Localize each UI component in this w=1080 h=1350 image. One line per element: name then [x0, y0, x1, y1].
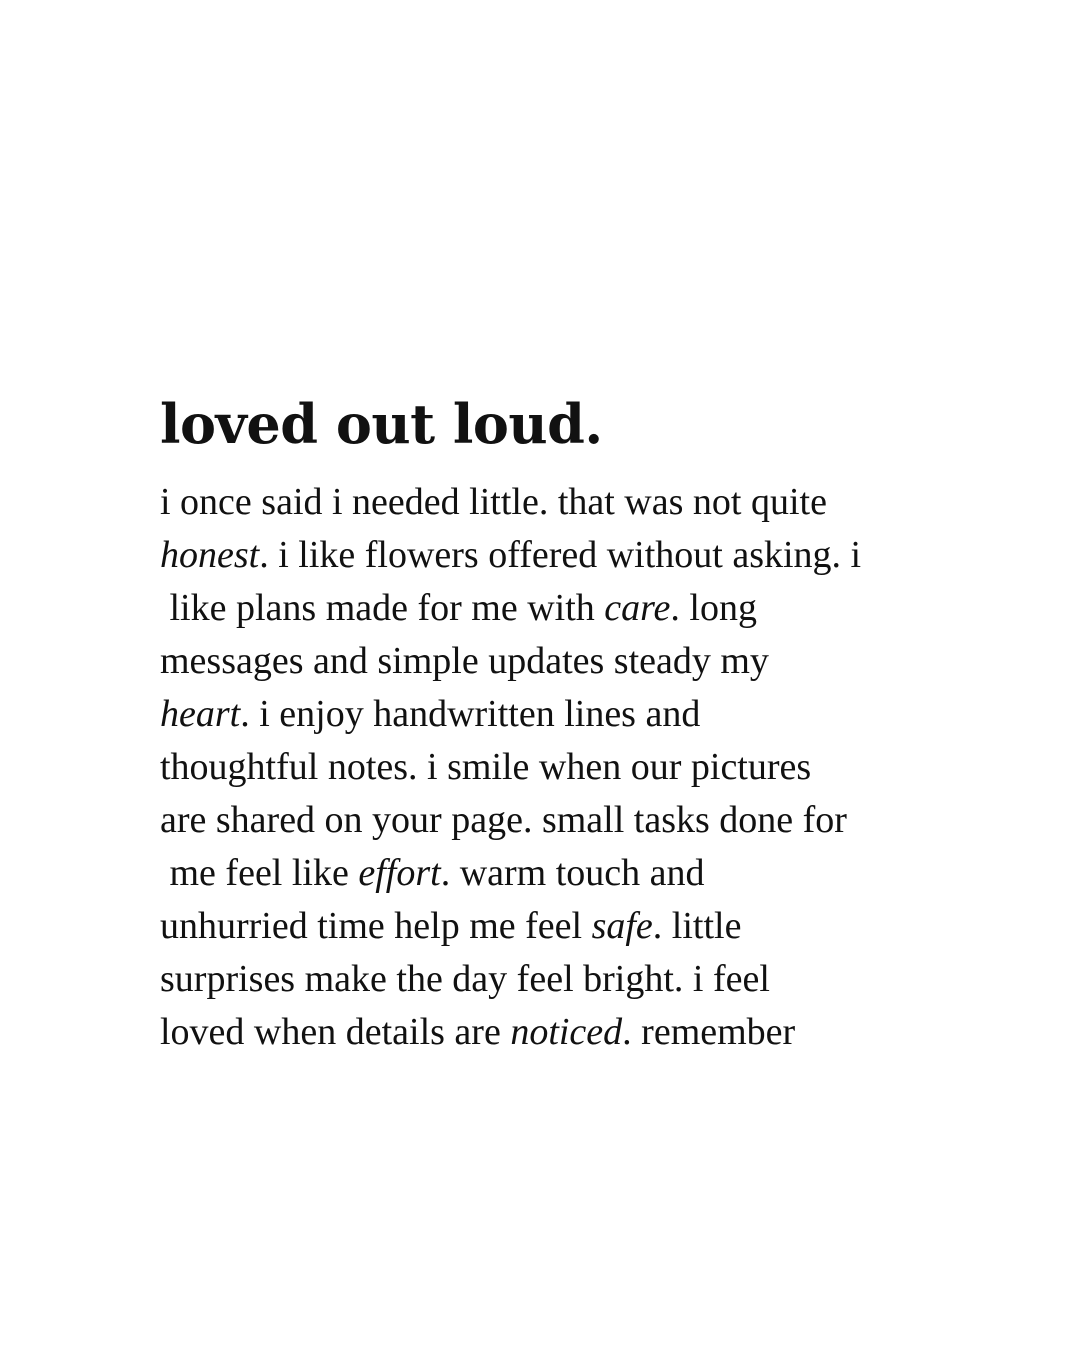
- text-segment: unhurried time help me feel: [160, 905, 592, 947]
- text-segment: i once said i needed little. that was not quite: [160, 481, 827, 523]
- text-segment: thoughtful notes. i smile when our pictures: [160, 746, 812, 788]
- text-segment: loved when details are: [160, 1011, 511, 1053]
- text-line: [160, 953, 980, 1006]
- text-segment: . little: [652, 905, 742, 947]
- text-line: [160, 847, 980, 900]
- body-paragraph: [160, 476, 980, 1059]
- emphasized-word: heart: [160, 693, 241, 735]
- text-line: [160, 476, 980, 529]
- text-segment: . warm touch and: [440, 852, 705, 894]
- text-line: [160, 1006, 980, 1059]
- text-segment: . remember: [622, 1011, 796, 1053]
- emphasized-word: honest: [160, 534, 260, 576]
- text-block: [160, 388, 980, 1059]
- text-line: [160, 529, 980, 582]
- text-line: [160, 635, 980, 688]
- text-segment: surprises make the day feel bright. i feel: [160, 958, 770, 1000]
- text-segment: . i like flowers offered without asking. i: [259, 534, 862, 576]
- page-title: loved out loud.: [160, 392, 603, 456]
- text-segment: are shared on your page. small tasks done for: [160, 799, 847, 841]
- text-line: [160, 741, 980, 794]
- text-line: [160, 688, 980, 741]
- text-line: [160, 900, 980, 953]
- text-segment: . long: [670, 587, 757, 629]
- text-segment: messages and simple updates steady my: [160, 640, 769, 682]
- text-line: [160, 794, 980, 847]
- emphasized-word: effort: [358, 852, 441, 894]
- text-line: [160, 582, 980, 635]
- text-segment: me feel like: [160, 852, 359, 894]
- emphasized-word: care: [604, 587, 671, 629]
- text-segment: . i enjoy handwritten lines and: [240, 693, 701, 735]
- text-segment: like plans made for me with: [160, 587, 605, 629]
- emphasized-word: safe: [591, 905, 653, 947]
- emphasized-word: noticed: [510, 1011, 623, 1053]
